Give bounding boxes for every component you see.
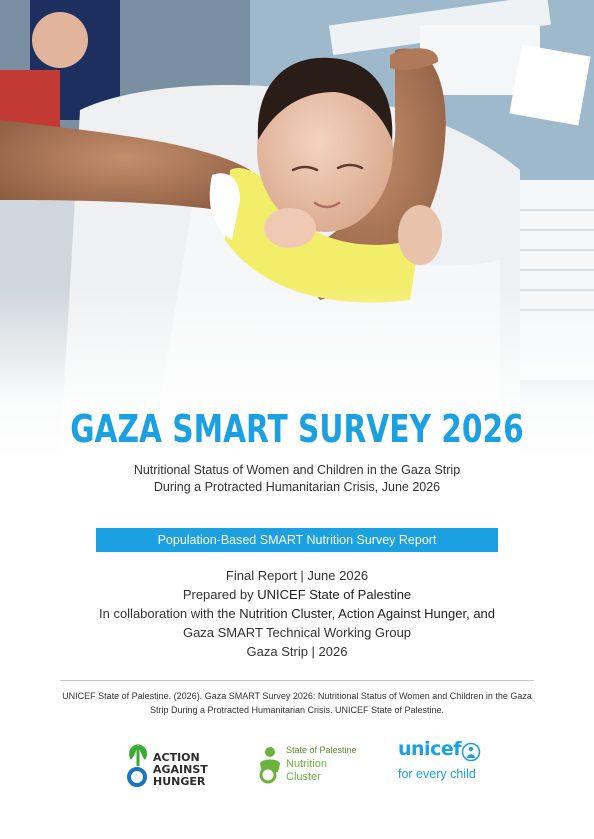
action-against-hunger-icon bbox=[125, 740, 151, 790]
unicef-tagline: for every child bbox=[398, 767, 476, 781]
unicef-logo bbox=[395, 738, 495, 790]
collaboration-label: In collaboration with the bbox=[98, 606, 240, 621]
aah-word-3: HUNGER bbox=[153, 775, 206, 788]
prepared-by-line bbox=[0, 585, 594, 604]
unicef-emblem-icon bbox=[461, 742, 481, 762]
cluster-country: State of Palestine bbox=[286, 745, 357, 755]
unicef-wordmark: unicef bbox=[398, 738, 461, 760]
report-meta bbox=[0, 566, 594, 661]
prepared-by-org: UNICEF State of Palestine bbox=[257, 587, 412, 602]
collaboration-orgs: Nutrition Cluster, Action Against Hunger, and bbox=[239, 606, 496, 621]
aah-word-1: ACTION bbox=[153, 751, 200, 764]
citation-text: UNICEF State of Palestine. (2026). Gaza SMART Survey 2026: Nutritional Status of Women and Children in the Gaza Strip During a Protracted Humanitarian Crisis. UNICEF State of Palestine. bbox=[62, 691, 532, 715]
action-against-hunger-logo bbox=[125, 740, 215, 790]
working-group-line: Gaza SMART Technical Working Group bbox=[182, 625, 412, 640]
report-subtitle: Nutritional Status of Women and Children in the Gaza Strip During a Protracted Humanitarian Crisis, June 2026 bbox=[133, 463, 461, 494]
divider bbox=[60, 680, 534, 681]
report-date-line: Final Report | June 2026 bbox=[225, 568, 369, 583]
cluster-word-1: Nutrition bbox=[286, 758, 327, 770]
location-year-line: Gaza Strip | 2026 bbox=[246, 644, 348, 659]
aah-word-2: AGAINST bbox=[153, 763, 208, 776]
partner-logos bbox=[0, 735, 594, 795]
cluster-word-2: Cluster bbox=[286, 771, 321, 783]
report-title: GAZA SMART SURVEY 2026 bbox=[70, 407, 524, 451]
collaboration-line bbox=[0, 604, 594, 623]
nutrition-cluster-logo bbox=[256, 738, 366, 790]
report-type-banner: Population-Based SMART Nutrition Survey Report bbox=[96, 528, 498, 552]
prepared-by-label: Prepared by bbox=[182, 587, 258, 602]
nutrition-cluster-icon bbox=[256, 746, 284, 786]
